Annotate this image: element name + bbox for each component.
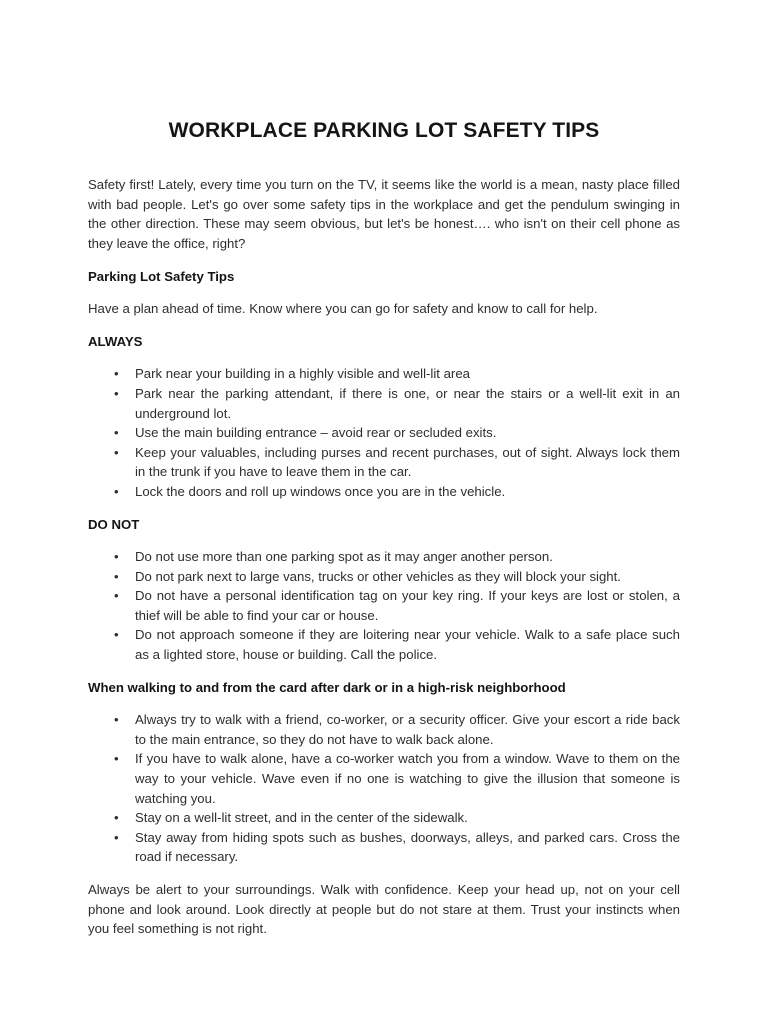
list-item: [88, 586, 680, 625]
bullet-list-walking-after-dark: [88, 710, 680, 867]
list-item: [88, 710, 680, 749]
bullet-icon: •: [114, 712, 119, 728]
list-item: [88, 828, 680, 867]
bullet-icon: •: [114, 588, 119, 604]
bullet-icon: •: [114, 385, 119, 401]
bullet-icon: •: [114, 444, 119, 460]
list-item: [88, 364, 680, 384]
list-item: [88, 625, 680, 664]
list-item-text: Do not approach someone if they are loitering near your vehicle. Walk to a safe place such as a lighted store, house or building. Call the police.: [135, 627, 680, 663]
intro-paragraph: Safety first! Lately, every time you turn on the TV, it seems like the world is a mean, nasty place filled with bad people. Let's go over some safety tips in the workplace and get the pendulum swinging in the other direction. These may seem obvious, but let's be honest…. who isn't on their cell phone as they leave the office, right?: [88, 177, 680, 251]
closing-paragraph: Always be alert to your surroundings. Walk with confidence. Keep your head up, not on your cell phone and look around. Look directly at people but do not stare at them. Trust your instincts when you feel something is not right.: [88, 882, 680, 937]
list-item: [88, 567, 680, 587]
list-item-text: Do not park next to large vans, trucks or other vehicles as they will block your sight.: [135, 568, 621, 584]
bullet-icon: •: [114, 366, 119, 382]
bullet-icon: •: [114, 810, 119, 826]
list-item-text: Always try to walk with a friend, co-worker, or a security officer. Give your escort a ride back to the main entrance, so they do not have to walk back alone.: [135, 712, 680, 747]
list-item-text: Use the main building entrance – avoid rear or secluded exits.: [135, 425, 497, 441]
list-item-text: Lock the doors and roll up windows once you are in the vehicle.: [135, 483, 506, 499]
bullet-icon: •: [114, 425, 119, 441]
bullet-icon: •: [114, 549, 119, 565]
document-content: [88, 118, 680, 939]
bullet-list-do-not: [88, 547, 680, 665]
bullet-icon: •: [114, 483, 119, 499]
section-heading-always: ALWAYS: [88, 333, 143, 349]
section-heading-do-not: DO NOT: [88, 516, 140, 532]
bullet-icon: •: [114, 568, 119, 584]
list-item: [88, 547, 680, 567]
list-item-text: If you have to walk alone, have a co-worker watch you from a window. Wave to them on the way to your vehicle. Wave even if no one is watching to give the illusion that someone is watching you.: [135, 751, 680, 806]
list-item-text: Stay away from hiding spots such as bushes, doorways, alleys, and parked cars. Cross the road if necessary.: [135, 829, 680, 865]
list-item-text: Stay on a well-lit street, and in the center of the sidewalk.: [135, 810, 468, 826]
page-title: WORKPLACE PARKING LOT SAFETY TIPS: [168, 119, 600, 142]
section-heading-walking-after-dark: When walking to and from the card after dark or in a high-risk neighborhood: [88, 679, 566, 695]
bullet-icon: •: [114, 751, 119, 767]
list-item-text: Do not use more than one parking spot as it may anger another person.: [135, 549, 553, 565]
list-item: [88, 384, 680, 423]
list-item: [88, 482, 680, 502]
section-paragraph-plan-ahead: Have a plan ahead of time. Know where you can go for safety and know to call for help.: [88, 301, 598, 317]
list-item-text: Keep your valuables, including purses and recent purchases, out of sight. Always lock them in the trunk if you have to leave them in the car.: [135, 444, 680, 480]
list-item-text: Park near the parking attendant, if there is one, or near the stairs or a well-lit exit in an underground lot.: [135, 385, 680, 421]
list-item-text: Do not have a personal identification tag on your key ring. If your keys are lost or stolen, a thief will be able to find your car or house.: [135, 588, 680, 623]
list-item: [88, 749, 680, 808]
bullet-list-always: [88, 364, 680, 501]
list-item: [88, 808, 680, 828]
list-item: [88, 423, 680, 443]
list-item-text: Park near your building in a highly visible and well-lit area: [135, 366, 470, 382]
list-item: [88, 443, 680, 482]
section-heading-parking-lot-safety-tips: Parking Lot Safety Tips: [88, 268, 235, 284]
bullet-icon: •: [114, 829, 119, 845]
bullet-icon: •: [114, 627, 119, 643]
